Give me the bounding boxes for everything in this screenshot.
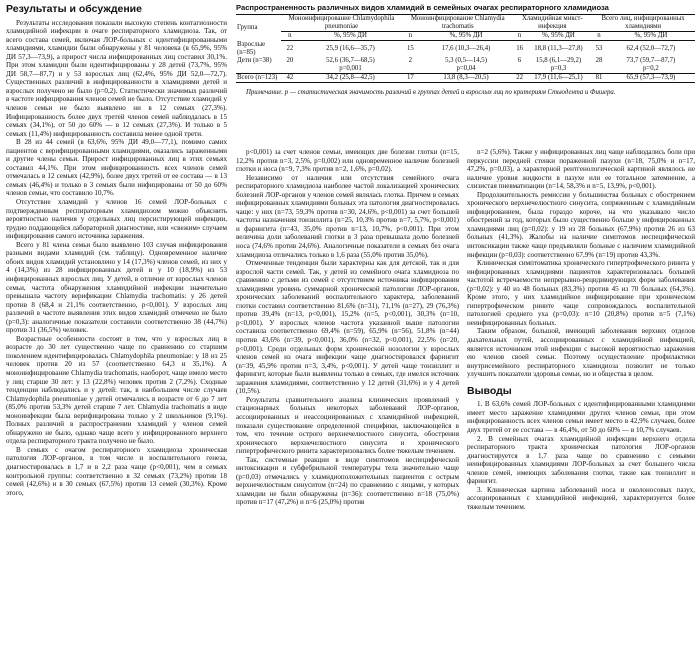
- table-cell: 16: [516, 44, 523, 52]
- column-3-text: [467, 148, 695, 379]
- paragraph: 3. Клиническая картина заболеваний носа и околоносовых пазух, ассоциированных с хламидийной инфекцией, характеризуется более тяжелым течением.: [467, 485, 695, 511]
- th-n: n: [281, 32, 299, 41]
- table-row: [236, 57, 695, 65]
- table-cell: 17: [402, 73, 418, 82]
- table-cell: p=0,3: [550, 64, 567, 72]
- table-cell: 15,8 (6,1—29,2): [535, 56, 582, 64]
- paragraph: Независимо от наличия или отсутствия семейного очага респираторного хламидиоза наиболее частой локализацией хронических болезней ЛОР-органов у членов семей являлась глотка. Причем в семьях инфицированных хламидиями больных эта патология диагностировалась чаще: у них (n=73, 59,3% против n=30, 24,6%, p<0,001) за счет большей частоты назначения тонзиллита (n=25, 10,3% против n=7, 5,7%, p<0,001) и фарингита (n=43, 35,0% против n=13, 10,7%, p<0,001). При этом величина доли заболеваний глотки в 3 раза превышала долю болезней носа (74,6% против 24,6%). Аналогичные показатели в семьях без очага хламидиоза отличались только в 1,6 раза (55,0% против 35,0%).: [236, 173, 459, 259]
- table-row: [236, 41, 695, 57]
- column-1: [6, 3, 227, 651]
- table-cell: [281, 65, 299, 74]
- table-cell: [591, 65, 607, 74]
- conclusions-text: [467, 400, 695, 511]
- section-heading-results: Результаты и обсуждение: [6, 3, 142, 15]
- table-cell: 17,6 (10,3—26,4): [441, 44, 491, 52]
- table-cell: 73,7 (59,7—87,7): [626, 56, 676, 64]
- paragraph: В семьях с очагом респираторного хламидиоза хроническая патология ЛОР-органов, в том числе и воспалительного генеза, диагностировалась в 1,7 и в 2,2 раза чаще (p<0,001), чем в семьях контрольной группы: соответственно в 32 семьях (73,2%) против 18 семей (42,6%) и в 30 семьях (67,5%) против 13 семей (30,3%). Кроме этого,: [6, 445, 227, 497]
- paragraph: 2. В семейных очагах хламидийной инфекции верхнего отдела респираторного тракта хроническая патология ЛОР-органов диагностируется в 1,7 раза чаще по сравнению с семьями неинфицированных хламидиями ЛОР-больных за счет большего числа членов семей, имеющих заболевания глотки, такие как тонзиллит и фарингит.: [467, 434, 695, 486]
- paragraph: Отсутствие хламидий у членов 16 семей ЛОР-больных с подтвержденным респираторным хламидиозом можно объяснить вероятностью наличия у отдельных лиц персистирующей инфекции, трудно поддающейся лабораторной диагностике, или «свежим» случаем инфицирования самого источника заражения.: [6, 198, 227, 241]
- paragraph: Так, системные реакции в виде симптомов неспецифической интоксикации и субфебрильной температуры тела значительно чаще (p=0,03) отмечались у хламидиоположительных пациентов с острым верхнечелюстным синуситом (n=24) по сравнению с лицами, у которых хламидии не были обнаружены (n=36): соответственно n=18 (75,0%) против n=17 (47,2%) и n=6 (25,0%) против: [236, 455, 459, 507]
- table-caption: Распространенность различных видов хламидий в семейных очагах респираторного хламидиоза: [236, 3, 609, 12]
- paragraph: Клиническая симптоматика хронического гипертрофического ринита у инфицированных хламидиями пациентов характеризовалась большей частотой встречаемости непрерывно-рецидивирующих форм заболевания (p=0,02): у 40 из 48 больных (83,3%) против 45 из 70 больных (64,3%). Кроме этого, у них хламидийное инфицирование при хроническом гипертрофическом рините чаще сопровождалось воспалительной патологией среднего уха (p=0,03): n=10 (20,8%) против n=5 (7,1%) неинфицированных больных.: [467, 259, 695, 327]
- table-cell: 34,2 (25,8—42,5): [299, 73, 402, 82]
- table-cell: Всего (n=123): [236, 73, 281, 82]
- th-g3: Хламидийная микст-инфекция: [513, 15, 591, 32]
- paragraph: Всего у 81 члена семьи было выявлено 103 случая инфицирования разными видами хламидий (см. таблицу). Одновременное наличие обоих видов хламидий установлено у 14 (17,3%) членов семей, из них у 4 (14,3%) из 28 инфицированных детей и у 10 (18,9%) из 53 инфицированных взрослых лиц. У детей, в отличие от взрослых членов семьи, частота обнаружения хламидийной инфекции значительно превышала частоту верификации Chlamydia trachomatis: у 26 детей против 8 (68,4 и 21,1% соответственно, p<0,001). У взрослых лиц различий в частоте выявления этих видов хламидий отмечено не было (p=0,3): аналогичные показатели составили соответственно 38 (44,7%) против 31 (36,5%) человек.: [6, 240, 227, 335]
- th-n: n: [402, 32, 418, 41]
- data-table: [236, 14, 695, 83]
- table-cell: 18,8 (11,3—27,8): [534, 44, 583, 52]
- table-cell: 15: [406, 44, 414, 52]
- th-n: n: [513, 32, 525, 41]
- table-cell: Взрослые (n=85): [237, 40, 266, 56]
- data-table-block: [236, 3, 695, 96]
- table-cell: 81: [591, 73, 607, 82]
- paragraph: n=2 (5,6%). Также у инфицированных лиц чаще наблюдались боли при перкуссии передней стенки пораженной пазухи (n=18, 75,0% и n=17, 47,2%, p=0,03), а характерной рентгенологической картиной являлось не наличие уровня жидкости в пазухе или ее тотальное затемнение, а слизистая пневматизации (n=14, 58,3% и n=5, 13,9%, p<0,001).: [467, 148, 695, 191]
- th-pct: %, 95% ДИ: [607, 32, 695, 41]
- table-cell: 62,4 (52,0—72,7): [626, 44, 676, 52]
- table-cell: p=0,2: [643, 64, 659, 72]
- table-cell: [236, 65, 281, 74]
- table-row: [236, 65, 695, 74]
- paragraph: Продолжительность ремиссии у большинства больных с обострением хронического верхнечелюстного синусита, сопряженным с хламидийным инфицированием, была гораздо короче, на что указывало число обострений за год, которых было существенно больше у инфицированных хламидиями лиц (p=0,02): у 19 из 28 больных (67,9%) против 26 из 63 больных (41,3%). Жалобы на наличие симптомов неспецифической интоксикации также чаще предъявляли больные с наличием хламидийной инфекции (p=0,03): соответственно 67,9% (n=19) против 43,3%.: [467, 190, 695, 259]
- table-cell: 20: [286, 56, 294, 64]
- table-cell: 42: [281, 73, 299, 82]
- th-pct: %, 95% ДИ: [299, 32, 402, 41]
- paragraph: 1. В 63,6% семей ЛОР-больных с идентифицированными хламидиями имеет место заражение хламидиями других членов семьи, при этом инфицированность всех членов семьи имеет место в 42,9% случаев, более двух третей от ее состава — в 46,4%, от 50 до 60% — в 10,7% случаев.: [467, 400, 695, 434]
- th-g2: Моноинфицирование Chlamydia trachomatis: [402, 15, 513, 32]
- paragraph: Отмеченные тенденции были характерны как для детской, так и для взрослой части семей. Так, у детей из семейного очага хламидиоза по сравнению с детьми из семей с отсутствием источника инфицирования хламидиями уровень суммарной хронической патологии ЛОР-органов, хронических заболеваний воспалительного характера, заболеваний глотки составил соответственно 81,6% (n=31), 71,1% (n=27), 29 (76,3%) против 39,4% (n=13, p<0,001), 15,2% (n=5, p<0,001), 30,3% (n=10, p<0,001). У взрослых членов частота указанной выше патологии составила соответственно 69,4% (n=59), 65,9% (n=56), 51,8% (n=44) против 43,6% (n=39, p<0,001), 36,0% (n=32, p<0,001), 22,5% (n=20, p<0,001). Среди отдельных форм хронической нозологии у взрослых членов семей из очага инфекции чаще диагностировался фарингит (n=39, 45,9% против n=3, 3,4%, p<0,001). У детей чаще тонзиллит и фарингит, которые были выявлены только в семьях, где имелся источник заражения хламидиями, соответственно у 12 детей (31,6%) и у 4 детей (10,5%).: [236, 259, 459, 396]
- th-pct: %, 95% ДИ: [526, 32, 591, 41]
- table-cell: 13,8 (8,3—20,5): [419, 73, 514, 82]
- section-heading-conclusions: Выводы: [467, 384, 512, 397]
- table-cell: [513, 65, 525, 74]
- paragraph: Результаты исследования показали высокую степень контагиозности хламидийной инфекции в очаге респираторного хламидиоза. Так, от всего состава семей, включая ЛОР-больных с идентифицированными хламидиями, хламидии были обнаружены у 81 человека (в 65,9%, 95% ДИ 57,3—73,9), а прирост числа инфицированных лиц составил 30,1%. При этом хламидии были идентифицированы у 28 детей (73,7%, 95% ДИ 58,7—87,7) и у 53 взрослых лиц (62,4%, 95% ДИ 52,0—72,7). Существенных различий в инфицированности в хламидиями детей и взрослых получено не было (p=0,2). Статистически значимых различий в частоте инфицирования членов семей не было. Отсутствие хламидий у членов семьи не было выявлено ни в 12 семьях (27,3%). Инфицированность более двух третей членов семей наблюдалась в 15 семьях (34,1%), от 50 до 60% — в 12 семьях (27,3%). И только в 5 семьях (11,4%) инфицированность составила менее одной трети.: [6, 18, 227, 138]
- table-note: Примечание. p — статистическая значимость различий в группах детей и взрослых лиц по критериям Стьюдента и Фишера.: [246, 88, 616, 96]
- th-pct: %, 95% ДИ: [419, 32, 514, 41]
- th-group: Группа: [236, 15, 281, 41]
- table-row: [236, 73, 695, 82]
- table-cell: 2: [408, 56, 413, 64]
- column-2-text: [236, 148, 459, 507]
- table-cell: 22: [286, 44, 294, 52]
- paragraph: p<0,001) за счет членов семьи, имеющих две болезни глотки (n=15, 12,2% против n=3, 2,5%, p=0,002) или одновременное наличие болезней глотки и носа (n=9, 7,3% против n=2, 1,6%, p=0,02).: [236, 148, 459, 174]
- column-2: [236, 148, 459, 651]
- table-cell: [402, 65, 418, 74]
- table-cell: 22: [513, 73, 525, 82]
- paragraph: Возрастные особенности состоят в том, что у взрослых лиц в возрасте до 30 лет существенно чаще по сравнению со старшим поколением идентифицировалась Chlamydophila pneumoniae: у 18 из 25 человек против 20 из 57 (соответственно 64,3 и 35,1%). А моноинфицирование Chlamydia trachomatis, наоборот, чаще имело место у лиц старше 30 лет: у 13 (22,8%) человек против 2 (7,2%). Сходные тенденции наблюдались и у детей: так, в наибольшем числе случаев Chlamydophila pneumoniae у детей отмечались в возрасте от 6 до 7 лет (85,0% против 53,3% детей старше 7 лет. Chlamydia trachomatis в виде моноинфекции была верифицирована только у 2 школьников (9,1%). Полных различий в распространении хламидий у членов семей обнаружено не было, однако чаще всего у инфицированного верхнего отдела респираторного тракта получено не было.: [6, 334, 227, 446]
- table-cell: 17,9 (11,6—25,1): [526, 73, 591, 82]
- table-cell: 28: [595, 56, 603, 64]
- table-body: [236, 41, 695, 83]
- paragraph: В 28 из 44 семей (в 63,6%, 95% ДИ 49,0—77,1), помимо самих пациентов с верифицированными хламидиями, оказались зараженными и другие члены семьи. Прирост инфицированных лиц в этих семьях составил 44,1%. При этом инфицированность всех членов семей отмечалась в 12 семьях (42,9%), более двух третей от ее состава — в 13 семьях (46,4%) и только в 3 семьях были инфицированы от 50 до 60% членов семьи, что составило 10,7%.: [6, 138, 227, 198]
- table-cell: 52,6 (36,7—68,5): [326, 56, 375, 64]
- table-cell: Дети (n=38): [237, 56, 272, 64]
- paragraph: Результаты сравнительного анализа клинических проявлений у стационарных больных некоторых заболеваний ЛОР-органов, ассоциированных и неассоциированных с хламидийной инфекцией, показали существование определенной специфики, заключающейся в том, что течение острого верхнечелюстного синусита, обострения хронического верхнечелюстного синусита и хронического гипертрофического ринита характеризовались более тяжелым течением.: [236, 395, 459, 456]
- th-n: n: [591, 32, 607, 41]
- table-cell: 6: [517, 56, 522, 64]
- table-cell: p=0,04: [456, 64, 476, 72]
- th-g4: Всего лиц, инфицированных хламидиями: [591, 15, 695, 32]
- th-g1: Моноинфицирование Chlamydophila pneumoniae: [281, 15, 402, 32]
- table-cell: 65,9 (57,3—73,9): [607, 73, 695, 82]
- table-cell: 53: [595, 44, 603, 52]
- column-3: [467, 148, 695, 651]
- table-cell: 25,9 (16,6—35,7): [326, 44, 375, 52]
- column-1-text: [6, 19, 227, 498]
- table-cell: p=0,001: [339, 64, 362, 72]
- table-cell: 5,3 (0,5—14,5): [445, 56, 487, 64]
- paragraph: Таким образом, большой, имеющий заболевания верхних отделов дыхательных путей, ассоциированных с хламидийной инфекцией, является источником этой инфекции с высокой вероятностью заражения ею членов своей семьи. Поэтому осуществление профилактики внутрисемейного респираторного хламидиоза позволит не только улучшить показатели здоровья семьи, но и общества в целом.: [467, 327, 695, 379]
